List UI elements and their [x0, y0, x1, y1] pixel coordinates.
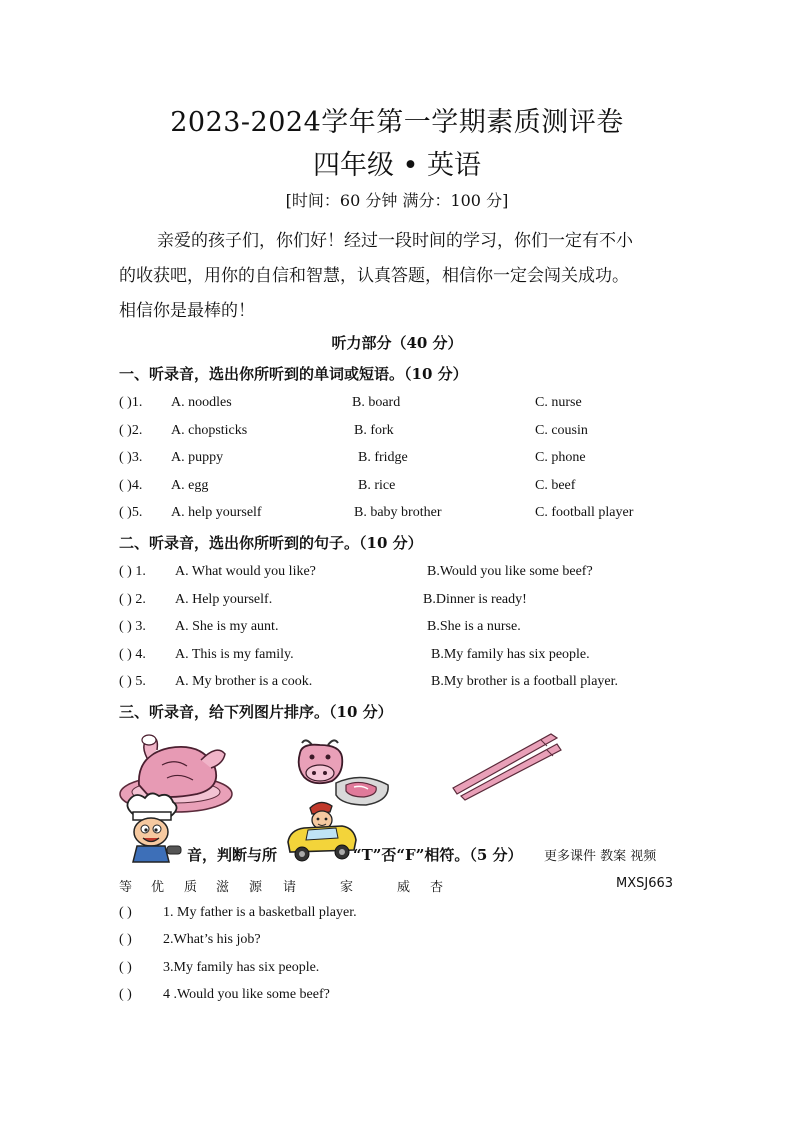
exam-subtitle: 四年级 • 英语	[312, 150, 482, 181]
option-a: A. This is my family.	[175, 647, 294, 662]
listening-part-title: 听力部分（40 分）	[331, 334, 463, 352]
option-c: C. nurse	[535, 395, 582, 410]
option-a: A. egg	[171, 478, 209, 493]
answer-blank[interactable]: ( )	[119, 932, 132, 947]
ad-char: 威	[397, 880, 411, 895]
option-c: C. football player	[535, 505, 634, 520]
section2-title: 二、听录音，选出你所听到的句子。（10 分）	[119, 534, 423, 552]
answer-blank[interactable]: ( ) 4.	[119, 647, 146, 662]
section4-title-part2: “T”否“F”相符。（5 分）	[353, 846, 523, 864]
ad-char: 等	[119, 880, 133, 895]
option-b: B.Would you like some beef?	[427, 564, 593, 579]
option-c: C. cousin	[535, 423, 588, 438]
option-b: B. baby brother	[354, 505, 442, 520]
option-a: A. help yourself	[171, 505, 262, 520]
answer-blank[interactable]: ( )2.	[119, 423, 143, 438]
option-c: C. phone	[535, 450, 586, 465]
ad-char: 请	[283, 880, 297, 895]
taxi-driver-cartoon-picture	[284, 796, 358, 864]
answer-blank[interactable]: ( )	[119, 905, 132, 920]
intro-line-3: 相信你是最棒的！	[119, 301, 255, 321]
option-a: A. She is my aunt.	[175, 619, 279, 634]
section3-title: 三、听录音，给下列图片排序。（10 分）	[119, 703, 393, 721]
option-b: B. board	[352, 395, 401, 410]
answer-blank[interactable]: ( ) 3.	[119, 619, 146, 634]
ad-text-right: 更多课件 教案 视频	[544, 849, 657, 864]
section4-title-part1: 音，判断与所	[187, 846, 278, 864]
intro-line-2: 的收获吧，用你的自信和智慧，认真答题，相信你一定会闯关成功。	[119, 266, 629, 286]
answer-blank[interactable]: ( )4.	[119, 478, 143, 493]
answer-blank[interactable]: ( )1.	[119, 395, 143, 410]
option-b: B. rice	[358, 478, 396, 493]
answer-blank[interactable]: ( )	[119, 987, 132, 1002]
ad-char: 优	[151, 880, 165, 895]
section1-title: 一、听录音，选出你所听到的单词或短语。（10 分）	[119, 365, 468, 383]
option-b: B.Dinner is ready!	[423, 592, 527, 607]
answer-blank[interactable]: ( ) 1.	[119, 564, 146, 579]
option-b: B. fridge	[358, 450, 408, 465]
ad-code: MXSJ663	[616, 876, 674, 891]
option-a: A. What would you like?	[175, 564, 316, 579]
option-b: B. fork	[354, 423, 394, 438]
answer-blank[interactable]: ( ) 5.	[119, 674, 146, 689]
exam-meta: [时间：60 分钟 满分：100 分]	[285, 191, 509, 210]
ad-char: 家	[340, 880, 354, 895]
intro-line-1: 亲爱的孩子们，你们好！经过一段时间的学习，你们一定有不小	[157, 231, 633, 251]
answer-blank[interactable]: ( ) 2.	[119, 592, 146, 607]
statement-text: 3.My family has six people.	[163, 960, 320, 975]
option-c: C. beef	[535, 478, 576, 493]
option-b: B.My brother is a football player.	[431, 674, 619, 689]
ad-char: 滋	[216, 880, 230, 895]
chef-cartoon-picture	[119, 792, 185, 866]
ad-char: 源	[249, 880, 263, 895]
statement-text: 4 .Would you like some beef?	[163, 987, 330, 1002]
option-a: A. chopsticks	[171, 423, 248, 438]
option-a: A. Help yourself.	[175, 592, 273, 607]
option-b: B.My family has six people.	[431, 647, 590, 662]
answer-blank[interactable]: ( )3.	[119, 450, 143, 465]
ad-char: 杏	[430, 880, 444, 895]
exam-title: 2023-2024学年第一学期素质测评卷	[170, 107, 624, 138]
answer-blank[interactable]: ( )5.	[119, 505, 143, 520]
statement-text: 2.What’s his job?	[163, 932, 261, 947]
chopsticks-picture	[449, 730, 564, 802]
answer-blank[interactable]: ( )	[119, 960, 132, 975]
ad-char: 质	[184, 880, 198, 895]
statement-text: 1. My father is a basketball player.	[163, 905, 357, 920]
option-a: A. puppy	[171, 450, 224, 465]
option-a: A. noodles	[171, 395, 232, 410]
option-b: B.She is a nurse.	[427, 619, 521, 634]
option-a: A. My brother is a cook.	[175, 674, 313, 689]
